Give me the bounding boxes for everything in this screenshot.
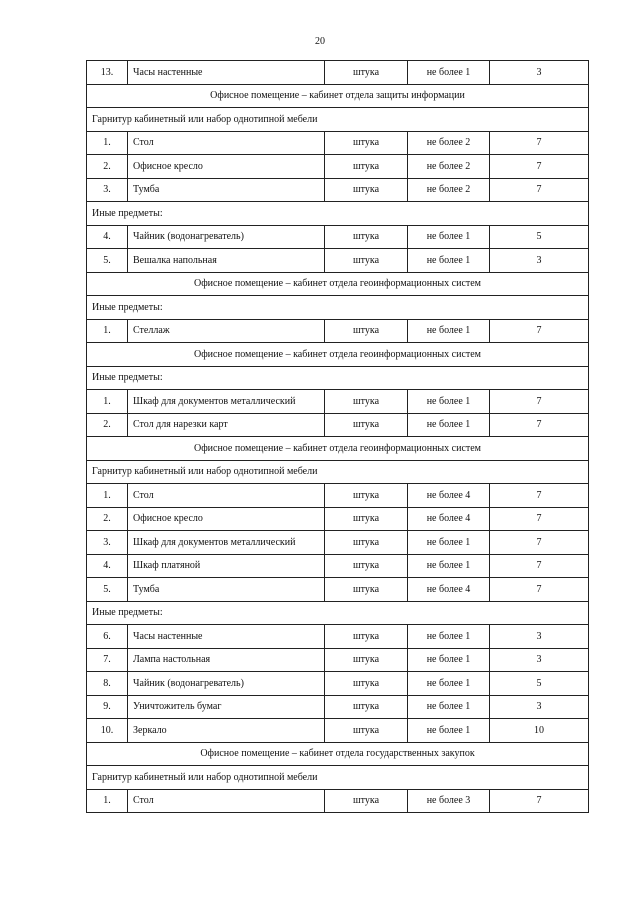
table-row	[87, 554, 589, 578]
item-name: Тумба	[128, 578, 325, 602]
item-unit: штука	[325, 155, 408, 179]
item-unit: штука	[325, 625, 408, 649]
item-number: 3.	[87, 531, 128, 555]
item-quantity: не более 1	[408, 531, 490, 555]
section-heading: Офисное помещение – кабинет отдела защиты информации	[87, 84, 589, 108]
item-unit: штука	[325, 390, 408, 414]
item-service-life: 3	[490, 61, 589, 85]
item-quantity: не более 1	[408, 719, 490, 743]
item-quantity: не более 1	[408, 625, 490, 649]
group-heading: Гарнитур кабинетный или набор однотипной мебели	[87, 460, 589, 484]
item-quantity: не более 2	[408, 178, 490, 202]
item-number: 5.	[87, 578, 128, 602]
table-row	[87, 531, 589, 555]
item-unit: штука	[325, 249, 408, 273]
item-quantity: не более 1	[408, 648, 490, 672]
item-quantity: не более 3	[408, 789, 490, 813]
item-name: Зеркало	[128, 719, 325, 743]
item-service-life: 5	[490, 672, 589, 696]
section-heading-row	[87, 84, 589, 108]
item-quantity: не более 4	[408, 507, 490, 531]
table-row	[87, 413, 589, 437]
item-unit: штука	[325, 578, 408, 602]
item-name: Офисное кресло	[128, 155, 325, 179]
item-name: Шкаф платяной	[128, 554, 325, 578]
item-quantity: не более 1	[408, 554, 490, 578]
table-row	[87, 625, 589, 649]
item-unit: штука	[325, 131, 408, 155]
item-number: 1.	[87, 319, 128, 343]
item-name: Чайник (водонагреватель)	[128, 672, 325, 696]
item-quantity: не более 1	[408, 413, 490, 437]
item-number: 7.	[87, 648, 128, 672]
inventory-table	[86, 60, 589, 813]
group-heading-row	[87, 460, 589, 484]
item-service-life: 7	[490, 531, 589, 555]
item-number: 13.	[87, 61, 128, 85]
item-number: 9.	[87, 695, 128, 719]
item-number: 10.	[87, 719, 128, 743]
item-name: Часы настенные	[128, 625, 325, 649]
item-number: 5.	[87, 249, 128, 273]
item-number: 4.	[87, 225, 128, 249]
item-unit: штука	[325, 413, 408, 437]
item-number: 2.	[87, 155, 128, 179]
item-unit: штука	[325, 531, 408, 555]
group-heading: Иные предметы:	[87, 202, 589, 226]
item-unit: штука	[325, 225, 408, 249]
table-row	[87, 507, 589, 531]
section-heading-row	[87, 437, 589, 461]
item-number: 8.	[87, 672, 128, 696]
item-unit: штука	[325, 319, 408, 343]
section-heading-row	[87, 272, 589, 296]
group-heading: Иные предметы:	[87, 601, 589, 625]
item-unit: штука	[325, 672, 408, 696]
group-heading: Гарнитур кабинетный или набор однотипной мебели	[87, 766, 589, 790]
item-number: 1.	[87, 789, 128, 813]
table-row	[87, 61, 589, 85]
table-row	[87, 648, 589, 672]
item-service-life: 7	[490, 413, 589, 437]
item-number: 3.	[87, 178, 128, 202]
table-row	[87, 225, 589, 249]
section-heading: Офисное помещение – кабинет отдела геоинформационных систем	[87, 272, 589, 296]
item-service-life: 5	[490, 225, 589, 249]
item-name: Чайник (водонагреватель)	[128, 225, 325, 249]
item-quantity: не более 1	[408, 672, 490, 696]
item-unit: штука	[325, 695, 408, 719]
item-quantity: не более 4	[408, 484, 490, 508]
table-row	[87, 719, 589, 743]
inventory-table-body	[87, 61, 589, 813]
item-unit: штука	[325, 61, 408, 85]
item-number: 2.	[87, 507, 128, 531]
item-number: 2.	[87, 413, 128, 437]
table-row	[87, 695, 589, 719]
item-service-life: 7	[490, 789, 589, 813]
table-row	[87, 249, 589, 273]
table-row	[87, 155, 589, 179]
item-service-life: 3	[490, 625, 589, 649]
item-service-life: 7	[490, 484, 589, 508]
item-service-life: 10	[490, 719, 589, 743]
item-unit: штука	[325, 507, 408, 531]
item-number: 1.	[87, 390, 128, 414]
item-quantity: не более 1	[408, 695, 490, 719]
item-service-life: 7	[490, 578, 589, 602]
item-quantity: не более 2	[408, 131, 490, 155]
section-heading: Офисное помещение – кабинет отдела геоинформационных систем	[87, 437, 589, 461]
item-unit: штука	[325, 178, 408, 202]
item-number: 1.	[87, 131, 128, 155]
item-quantity: не более 2	[408, 155, 490, 179]
item-service-life: 7	[490, 390, 589, 414]
item-unit: штука	[325, 789, 408, 813]
item-quantity: не более 1	[408, 390, 490, 414]
table-row	[87, 131, 589, 155]
group-heading-row	[87, 296, 589, 320]
group-heading: Иные предметы:	[87, 296, 589, 320]
group-heading: Иные предметы:	[87, 366, 589, 390]
group-heading-row	[87, 108, 589, 132]
item-name: Уничтожитель бумаг	[128, 695, 325, 719]
table-row	[87, 390, 589, 414]
group-heading-row	[87, 766, 589, 790]
group-heading-row	[87, 202, 589, 226]
item-service-life: 7	[490, 155, 589, 179]
item-quantity: не более 1	[408, 225, 490, 249]
item-service-life: 7	[490, 131, 589, 155]
table-row	[87, 578, 589, 602]
item-number: 1.	[87, 484, 128, 508]
section-heading: Офисное помещение – кабинет отдела государственных закупок	[87, 742, 589, 766]
item-name: Шкаф для документов металлический	[128, 390, 325, 414]
section-heading-row	[87, 742, 589, 766]
item-name: Стеллаж	[128, 319, 325, 343]
item-name: Стол	[128, 789, 325, 813]
item-service-life: 3	[490, 695, 589, 719]
item-unit: штука	[325, 554, 408, 578]
item-name: Тумба	[128, 178, 325, 202]
page-number: 20	[315, 36, 325, 47]
item-service-life: 3	[490, 249, 589, 273]
item-quantity: не более 4	[408, 578, 490, 602]
item-name: Стол для нарезки карт	[128, 413, 325, 437]
group-heading-row	[87, 366, 589, 390]
item-quantity: не более 1	[408, 249, 490, 273]
item-name: Офисное кресло	[128, 507, 325, 531]
table-row	[87, 484, 589, 508]
item-number: 6.	[87, 625, 128, 649]
table-row	[87, 178, 589, 202]
item-name: Лампа настольная	[128, 648, 325, 672]
item-unit: штука	[325, 484, 408, 508]
item-number: 4.	[87, 554, 128, 578]
item-name: Стол	[128, 484, 325, 508]
group-heading-row	[87, 601, 589, 625]
table-row	[87, 789, 589, 813]
item-name: Вешалка напольная	[128, 249, 325, 273]
section-heading-row	[87, 343, 589, 367]
item-name: Часы настенные	[128, 61, 325, 85]
item-quantity: не более 1	[408, 61, 490, 85]
item-service-life: 7	[490, 178, 589, 202]
item-service-life: 7	[490, 319, 589, 343]
item-quantity: не более 1	[408, 319, 490, 343]
item-name: Шкаф для документов металлический	[128, 531, 325, 555]
group-heading: Гарнитур кабинетный или набор однотипной мебели	[87, 108, 589, 132]
table-row	[87, 672, 589, 696]
item-unit: штука	[325, 648, 408, 672]
item-unit: штука	[325, 719, 408, 743]
table-row	[87, 319, 589, 343]
item-service-life: 3	[490, 648, 589, 672]
section-heading: Офисное помещение – кабинет отдела геоинформационных систем	[87, 343, 589, 367]
item-name: Стол	[128, 131, 325, 155]
item-service-life: 7	[490, 554, 589, 578]
item-service-life: 7	[490, 507, 589, 531]
